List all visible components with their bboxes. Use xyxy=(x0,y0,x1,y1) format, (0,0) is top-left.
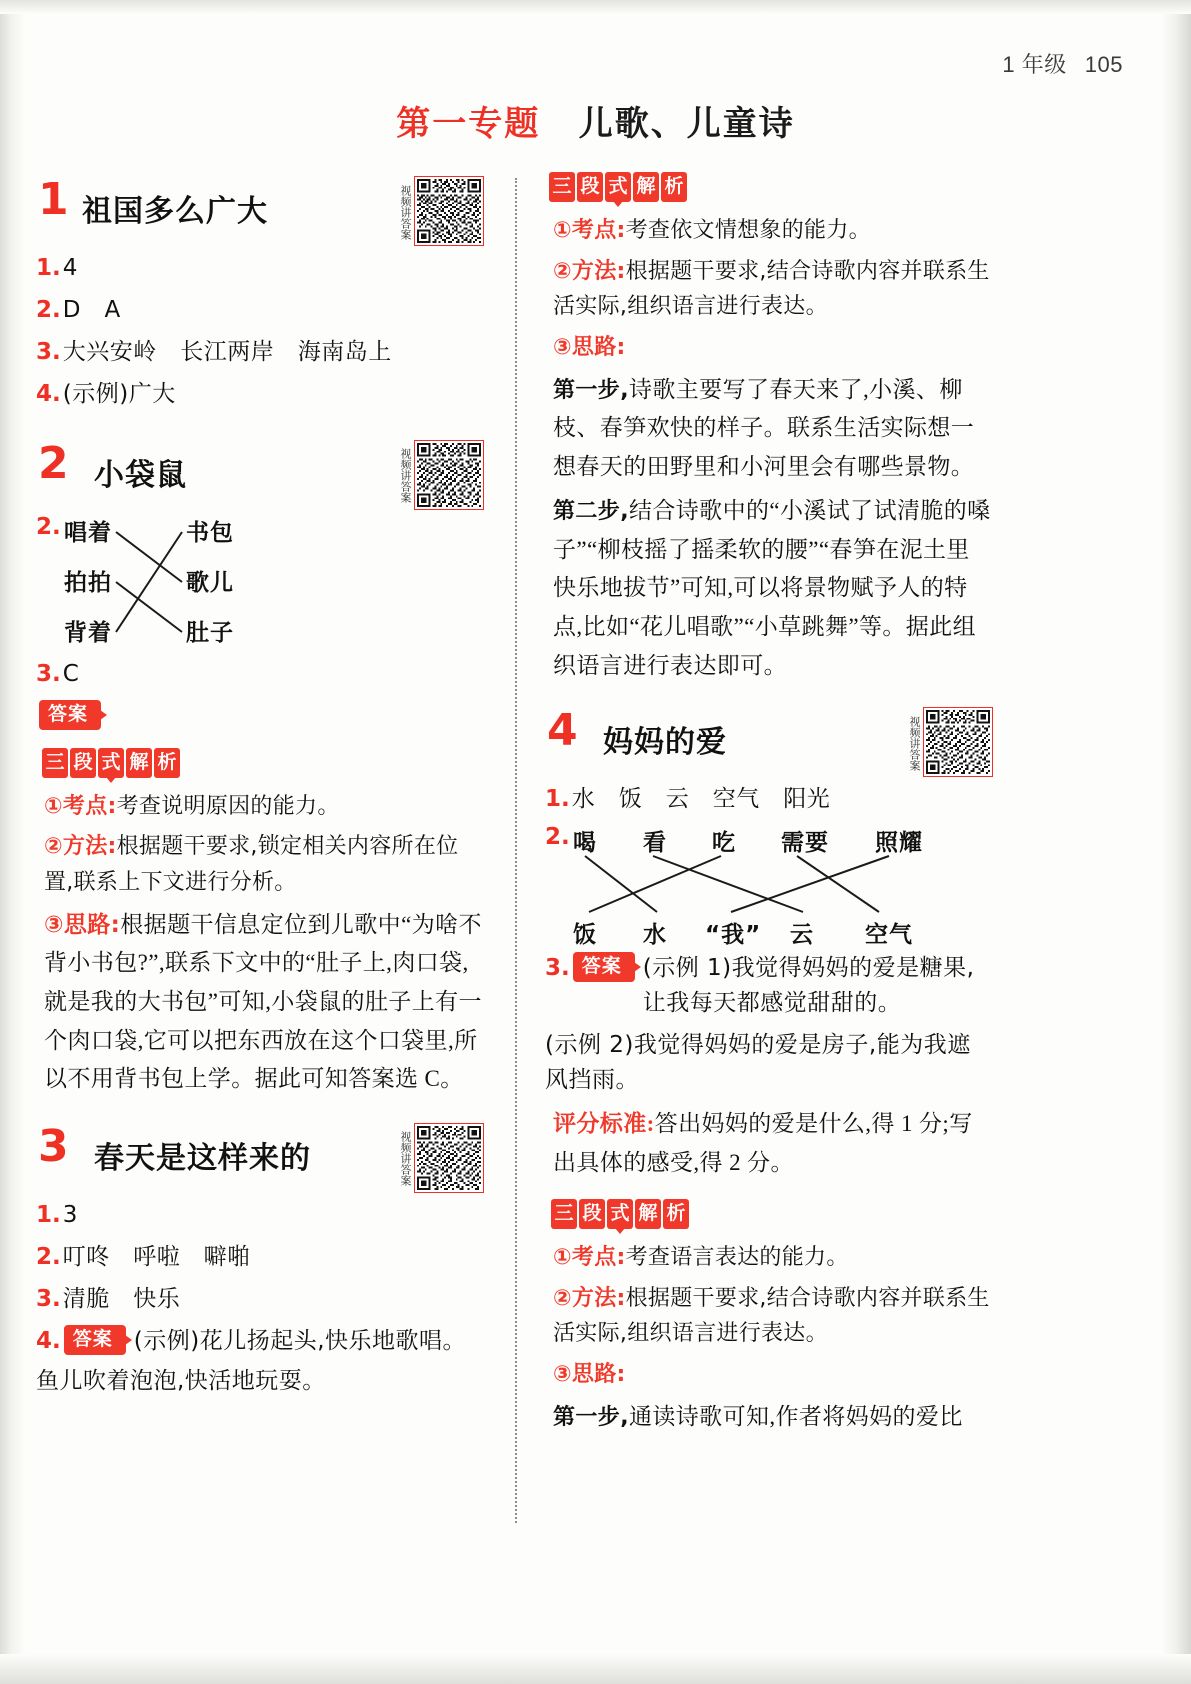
match-left-word: 拍拍 xyxy=(64,569,112,596)
scoring-criteria xyxy=(553,1105,993,1182)
tag-char: 析 xyxy=(663,1199,689,1229)
analysis-text: 根据题干要求,结合诗歌内容并联系生活实际,组织语言进行表达。 xyxy=(553,258,990,320)
answer-number: 2. xyxy=(36,1243,61,1270)
analysis-label: ①考点: xyxy=(553,218,626,243)
tag-char: 式 xyxy=(607,1199,633,1229)
answer-text: 4 xyxy=(62,255,78,281)
answer-line-with-badge xyxy=(36,1324,484,1359)
tag-char: 段 xyxy=(579,1199,605,1229)
answer-number: 2. xyxy=(545,824,570,851)
analysis-text: 考查说明原因的能力。 xyxy=(116,793,340,819)
answer-number: 3. xyxy=(545,955,570,982)
step-label: 第二步, xyxy=(553,498,629,524)
match-top-word: 照耀 xyxy=(875,830,923,857)
answer-line-with-badge xyxy=(545,951,993,1021)
analysis-label: ③思路: xyxy=(553,1362,626,1388)
answer-line-with-badge xyxy=(36,699,484,729)
analysis-fangfa xyxy=(44,829,484,900)
qr-code-icon[interactable] xyxy=(414,1123,484,1193)
section-title: 祖国多么广大 xyxy=(82,194,268,229)
answer-line xyxy=(545,782,993,817)
match-bottom-word: “我” xyxy=(705,922,762,949)
unit-banner xyxy=(0,96,1191,145)
answer-number: 2. xyxy=(36,513,61,540)
qr-caption: 视频讲答案 xyxy=(399,184,412,240)
analysis-label: ③思路: xyxy=(44,911,121,938)
section-title: 春天是这样来的 xyxy=(94,1140,311,1176)
matching-diagram-4 xyxy=(545,824,993,949)
analysis-silu-label xyxy=(553,330,993,366)
section-heading-3 xyxy=(36,1120,484,1191)
answer-text: 鱼儿吹着泡泡,快活地玩耍。 xyxy=(36,1367,326,1394)
analysis-text: 考查语言表达的能力。 xyxy=(625,1245,849,1271)
analysis-kaodian xyxy=(553,1240,993,1276)
analysis-text: 根据题干要求,锁定相关内容所在位置,联系上下文进行分析。 xyxy=(44,834,459,896)
three-step-analysis-tag xyxy=(549,172,687,202)
answer-number: 4. xyxy=(36,1327,61,1354)
column-divider xyxy=(515,178,517,1523)
answer-text: 3 xyxy=(62,1201,78,1228)
tag-char: 解 xyxy=(633,172,659,202)
tag-char: 解 xyxy=(635,1199,661,1229)
section-number: 3 xyxy=(38,1120,69,1172)
answer-number: 1. xyxy=(36,255,61,281)
scoring-text: 答出妈妈的爱是什么,得 1 分;写出具体的感受,得 2 分。 xyxy=(553,1110,973,1175)
analysis-fangfa xyxy=(553,1281,993,1352)
qr-code-block-3[interactable] xyxy=(399,1123,484,1195)
answer-text: (示例 2)我觉得妈妈的爱是房子,能为我遮风挡雨。 xyxy=(545,1032,971,1093)
match-top-word: 需要 xyxy=(781,830,829,857)
answer-line xyxy=(36,293,484,328)
answer-text: (示例 1)我觉得妈妈的爱是糖果,让我每天都感觉甜甜的。 xyxy=(642,955,975,1017)
match-top-word: 看 xyxy=(643,830,667,857)
tag-char: 段 xyxy=(70,748,96,778)
answer-line-continuation xyxy=(545,1028,993,1098)
section-number: 2 xyxy=(38,437,69,489)
tag-char: 式 xyxy=(98,748,124,778)
match-bottom-word: 水 xyxy=(643,922,667,949)
qr-code-icon[interactable] xyxy=(414,176,484,246)
answer-text: D A xyxy=(62,296,121,323)
match-bottom-word: 云 xyxy=(790,922,814,949)
analysis-text: 考查依文情想象的能力。 xyxy=(625,218,871,243)
match-bottom-word: 空气 xyxy=(865,922,913,949)
analysis-label: ②方法: xyxy=(553,1285,626,1311)
answer-number: 1. xyxy=(36,1201,61,1228)
answer-number: 4. xyxy=(36,380,61,407)
match-right-word: 书包 xyxy=(186,519,234,546)
tag-char: 式 xyxy=(605,172,631,202)
analysis-text: 根据题干要求,结合诗歌内容并联系生活实际,组织语言进行表达。 xyxy=(553,1285,990,1347)
step-label: 第一步, xyxy=(553,1404,629,1430)
answer-line xyxy=(36,251,484,286)
tag-char: 段 xyxy=(577,172,603,202)
answer-line xyxy=(36,657,484,692)
section-number: 4 xyxy=(547,705,578,757)
answer-line xyxy=(36,1198,484,1233)
analysis-label: ③思路: xyxy=(553,334,626,360)
three-step-analysis-tag xyxy=(551,1199,689,1229)
analysis-fangfa xyxy=(553,254,993,325)
analysis-label: ②方法: xyxy=(44,834,117,860)
qr-code-icon[interactable] xyxy=(414,440,484,510)
grade-label: 1 年级 xyxy=(1002,52,1067,77)
analysis-kaodian xyxy=(553,213,993,249)
answer-number: 2. xyxy=(36,296,61,323)
match-right-word: 歌儿 xyxy=(186,569,234,596)
answer-number: 3. xyxy=(36,1285,61,1312)
answer-number: 3. xyxy=(36,338,61,365)
qr-code-block-1[interactable] xyxy=(399,176,484,248)
answer-text: C xyxy=(62,660,80,687)
match-top-word: 吃 xyxy=(712,830,736,857)
analysis-label: ①考点: xyxy=(44,793,117,819)
qr-code-block-2[interactable] xyxy=(399,440,484,512)
tag-char: 析 xyxy=(154,748,180,778)
answer-line xyxy=(36,335,484,370)
unit-label: 第一专题 xyxy=(396,104,541,144)
answer-line xyxy=(36,1282,484,1317)
answer-number: 1. xyxy=(545,786,570,813)
section-heading-1 xyxy=(36,174,484,244)
unit-title: 儿歌、儿童诗 xyxy=(578,104,795,144)
qr-code-block-4[interactable] xyxy=(908,707,993,779)
answer-text: 叮咚 呼啦 噼啪 xyxy=(62,1243,251,1270)
answer-number: 3. xyxy=(36,660,61,687)
analysis-label: ②方法: xyxy=(553,258,626,284)
section-number: 1 xyxy=(38,174,69,225)
tag-char: 三 xyxy=(551,1199,577,1229)
answer-line xyxy=(36,1240,484,1275)
analysis-step-2 xyxy=(553,492,993,685)
page-number: 105 xyxy=(1084,52,1123,77)
tag-char: 三 xyxy=(549,172,575,202)
answer-text: 水 饭 云 空气 阳光 xyxy=(571,786,831,813)
qr-caption: 视频讲答案 xyxy=(399,448,412,504)
answer-text: 清脆 快乐 xyxy=(62,1285,181,1312)
qr-code-icon[interactable] xyxy=(923,707,993,777)
step-text: 通读诗歌可知,作者将妈妈的爱比 xyxy=(628,1403,963,1429)
analysis-kaodian xyxy=(44,789,484,825)
section-title: 妈妈的爱 xyxy=(603,725,727,761)
qr-caption: 视频讲答案 xyxy=(908,715,921,771)
step-text: 诗歌主要写了春天来了,小溪、柳枝、春笋欢快的样子。联系生活实际想一想春天的田野里和小河里会有哪些景物。 xyxy=(553,376,975,480)
answer-badge: 答案 xyxy=(39,700,101,730)
answer-badge: 答案 xyxy=(573,952,635,982)
three-step-analysis-tag xyxy=(42,748,180,778)
match-lines xyxy=(545,824,993,944)
answer-text: 大兴安岭 长江两岸 海南岛上 xyxy=(62,338,392,365)
section-heading-4 xyxy=(545,705,993,775)
section-heading-2 xyxy=(36,437,484,508)
scoring-label: 评分标准: xyxy=(553,1110,655,1136)
match-left-word: 唱着 xyxy=(64,519,112,546)
match-lines xyxy=(36,510,484,650)
answer-line-continuation xyxy=(36,1364,484,1399)
match-bottom-word: 饭 xyxy=(573,922,597,949)
page-header xyxy=(1002,48,1123,79)
qr-caption: 视频讲答案 xyxy=(399,1131,412,1187)
step-label: 第一步, xyxy=(553,377,629,403)
analysis-label: ①考点: xyxy=(553,1245,626,1271)
match-top-word: 喝 xyxy=(573,830,597,857)
tag-char: 解 xyxy=(126,748,152,778)
matching-diagram-2 xyxy=(36,510,484,650)
match-left-word: 背着 xyxy=(64,619,112,646)
left-column xyxy=(36,172,484,1406)
right-column xyxy=(545,172,993,1442)
answer-text: (示例)广大 xyxy=(62,380,176,407)
answer-line xyxy=(36,377,484,412)
match-right-word: 肚子 xyxy=(186,619,234,646)
step-text: 结合诗歌中的“小溪试了试清脆的嗓子”“柳枝摇了摇柔软的腰”“春笋在泥土里快乐地拔节”可知,可以将景物赋予人的特点,比如“花儿唱歌”“小草跳舞”等。据此组织语言进行表达即可。 xyxy=(553,497,991,678)
analysis-step-1 xyxy=(553,1398,993,1437)
analysis-silu xyxy=(44,906,484,1099)
tag-char: 三 xyxy=(42,748,68,778)
answer-text: (示例)花儿扬起头,快乐地歌唱。 xyxy=(133,1327,467,1354)
analysis-silu-label xyxy=(553,1357,993,1393)
tag-char: 析 xyxy=(661,172,687,202)
answer-badge: 答案 xyxy=(64,1325,126,1355)
section-title: 小袋鼠 xyxy=(94,457,187,493)
analysis-step-1 xyxy=(553,371,993,487)
analysis-text: 根据题干信息定位到儿歌中“为啥不背小书包?”,联系下文中的“肚子上,肉口袋,就是我的大书包”可知,小袋鼠的肚子上有一个肉口袋,它可以把东西放在这个口袋里,所以不用背书包上学。据此可知答案选 C。 xyxy=(44,911,482,1092)
